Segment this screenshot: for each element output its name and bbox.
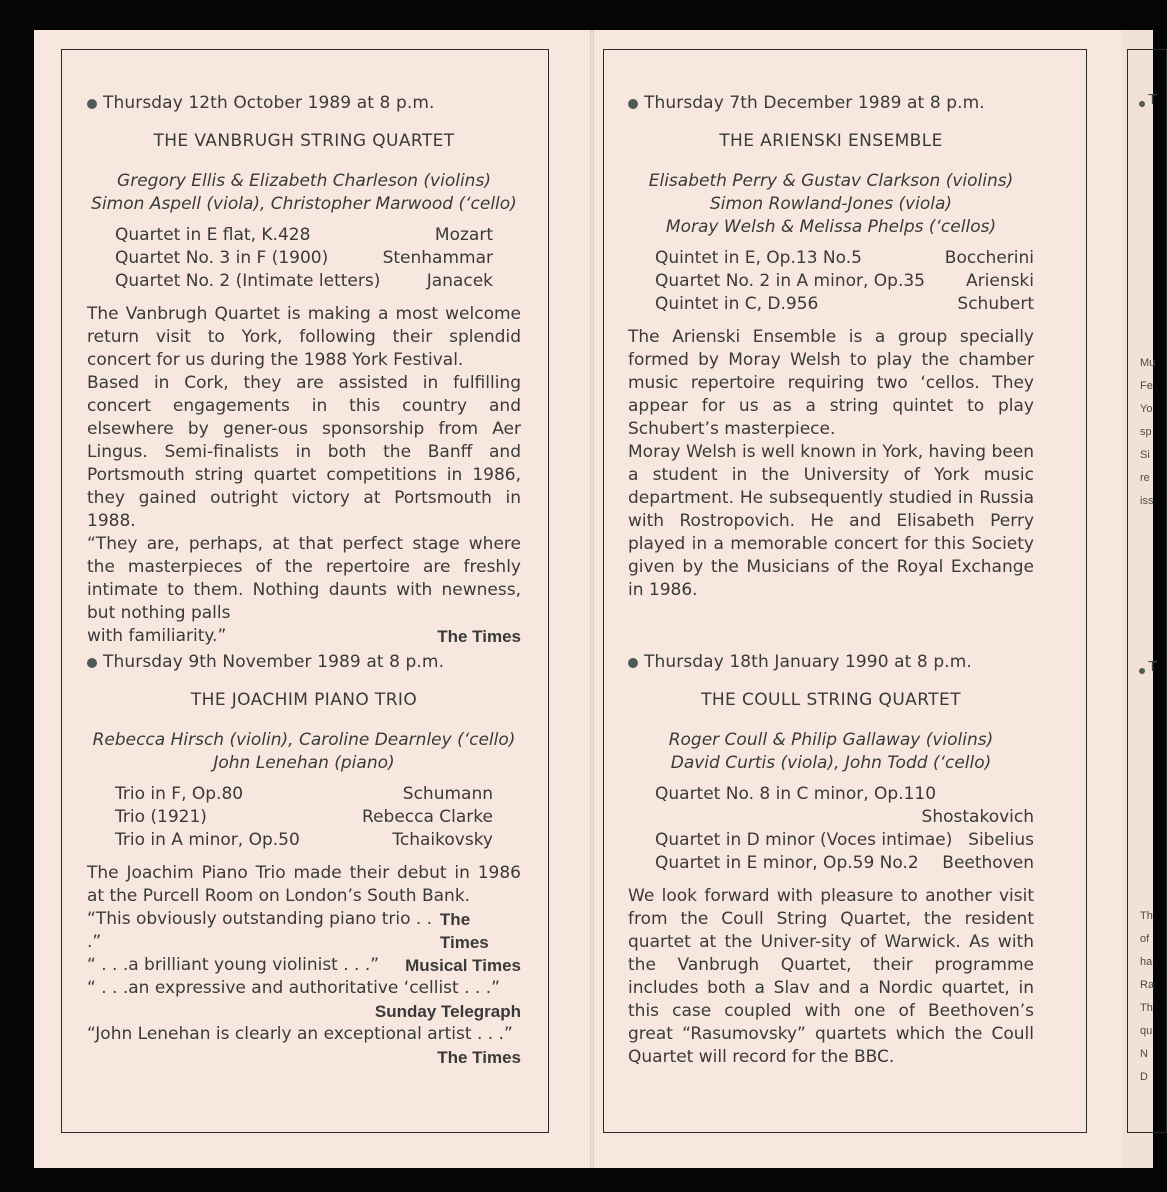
bullet-icon xyxy=(628,658,638,668)
bullet-icon xyxy=(87,658,97,668)
quote-line: “This obviously outstanding piano trio . . .” The Times xyxy=(87,908,521,954)
quote-source: The Times xyxy=(437,1048,521,1067)
concert-coull xyxy=(628,651,1034,1069)
program-item: Quartet No. 8 in C minor, Op.110 Shostakovich xyxy=(655,784,1034,827)
program-item: Trio (1921) Rebecca Clarke xyxy=(115,807,493,827)
program-item: Quartet in D minor (Voces intimae) Sibelius xyxy=(655,830,1034,850)
concert-description: The Arienski Ensemble is a group specially formed by Moray Welsh to play the chamber music repertoire requiring two ‘cellos. They appear for us as a string quintet to play Schubert’s masterpiece. Moray Welsh is well known in York, having been a student in the University of York music department. He subsequently studied in Russia with Rostropovich. He and Elisabeth Perry played in a memorable concert for this Society given by the Musicians of the Royal Exchange in 1986. xyxy=(628,327,1034,600)
program-list xyxy=(628,247,1034,316)
program-list xyxy=(628,783,1034,875)
quote-source: The Times xyxy=(437,627,521,646)
program-item: Quintet in C, D.956 Schubert xyxy=(655,294,1034,314)
performers: Gregory Ellis & Elizabeth Charleson (violins) Simon Aspell (viola), Christopher Marwood (‘cello) xyxy=(91,171,517,214)
program-item: Quartet No. 2 in A minor, Op.35 Arienski xyxy=(655,271,1034,291)
quote-text: “John Lenehan is clearly an exceptional artist . . .” xyxy=(87,1024,513,1044)
peek-fragment: T xyxy=(1148,658,1158,675)
quote-source: Sunday Telegraph xyxy=(374,1002,521,1021)
concert-date: Thursday 12th October 1989 at 8 p.m. xyxy=(87,92,521,115)
bullet-icon xyxy=(628,99,638,109)
program-list xyxy=(87,783,521,852)
concert-description: The Vanbrugh Quartet is making a most welcome return visit to York, following their splendid concert for us during the 1988 York Festival. Based in Cork, they are assisted in fulfilling concert engagements in this country and elsewhere by gener-ous sponsorship from Aer Lingus. Semi-finalists in both the Banff and Portsmouth string quartet competitions in 1986, they gained outright victory at Portsmouth in 1988. “They are, perhaps, at that perfect stage where the masterpieces of the repertoire are freshly intimate to them. Nothing daunts with newness, but nothing palls with familiarity.” The Times xyxy=(87,304,521,646)
quote-line: “ . . .a brilliant young violinist . . .” Musical Times xyxy=(87,955,521,975)
program-item: Quartet No. 3 in F (1900) Stenhammar xyxy=(115,248,493,268)
program-item: Trio in F, Op.80 Schumann xyxy=(115,784,493,804)
ensemble-name: THE JOACHIM PIANO TRIO xyxy=(190,690,418,710)
program-item: Trio in A minor, Op.50 Tchaikovsky xyxy=(115,830,493,850)
concert-date: Thursday 7th December 1989 at 8 p.m. xyxy=(628,92,1034,115)
page-spine xyxy=(590,30,594,1168)
program-item: Quartet No. 2 (Intimate letters) Janacek xyxy=(115,271,493,291)
concert-description: We look forward with pleasure to another visit from the Coull String Quartet, the resident quartet at the Univer-sity of Warwick. As with the Vanbrugh Quartet, their programme includes both a Slav and a Nordic quartet, in this case coupled with one of Beethoven’s great “Rasumovsky” quartets which the Coull Quartet will record for the BBC. xyxy=(628,886,1034,1067)
peek-column-1: Mu Fe Yo sp Si re iss xyxy=(1140,357,1156,507)
concert-date: Thursday 18th January 1990 at 8 p.m. xyxy=(628,651,1034,674)
peek-fragment: T xyxy=(1148,91,1158,108)
program-item: Quartet in E minor, Op.59 No.2 Beethoven xyxy=(655,853,1034,873)
performers: Rebecca Hirsch (violin), Caroline Dearnley (‘cello) John Lenehan (piano) xyxy=(92,730,516,773)
concert-date: Thursday 9th November 1989 at 8 p.m. xyxy=(87,651,521,674)
quote-source: The Times xyxy=(439,910,489,952)
ensemble-name: THE COULL STRING QUARTET xyxy=(701,690,961,710)
performers: Elisabeth Perry & Gustav Clarkson (violins) Simon Rowland-Jones (viola) Moray Welsh & Melissa Phelps (‘cellos) xyxy=(648,171,1014,237)
program-item: Quintet in E, Op.13 No.5 Boccherini xyxy=(655,248,1034,268)
bullet-icon xyxy=(1139,101,1145,107)
ensemble-name: THE VANBRUGH STRING QUARTET xyxy=(153,131,455,151)
bullet-icon xyxy=(87,99,97,109)
concert-joachim xyxy=(87,651,521,1069)
program-list xyxy=(87,224,521,293)
performers: Roger Coull & Philip Gallaway (violins) David Curtis (viola), John Todd (‘cello) xyxy=(668,730,994,773)
bullet-icon xyxy=(1139,668,1145,674)
concert-description: The Joachim Piano Trio made their debut in 1986 at the Purcell Room on London’s South Bank. “This obviously outstanding piano trio . . .” The Times “ . . .a brilliant young violinist . . .” Musical Times “ . . .an expressive and authoritative ‘cellist . . .” Sunday Telegraph “John Lenehan is clearly an exceptional artist . . .” The Times xyxy=(87,863,521,1067)
quote-source: Musical Times xyxy=(405,956,521,975)
concert-arienski xyxy=(628,92,1034,602)
quote-text: “ . . .an expressive and authoritative ‘cellist . . .” xyxy=(87,978,500,998)
peek-column-2: Th of ha Ra Th qu N D xyxy=(1140,910,1155,1083)
quote-line: with familiarity.” The Times xyxy=(87,626,521,646)
ensemble-name: THE ARIENSKI ENSEMBLE xyxy=(719,131,943,151)
program-item: Quartet in E flat, K.428 Mozart xyxy=(115,225,493,245)
concert-vanbrugh xyxy=(87,92,521,648)
